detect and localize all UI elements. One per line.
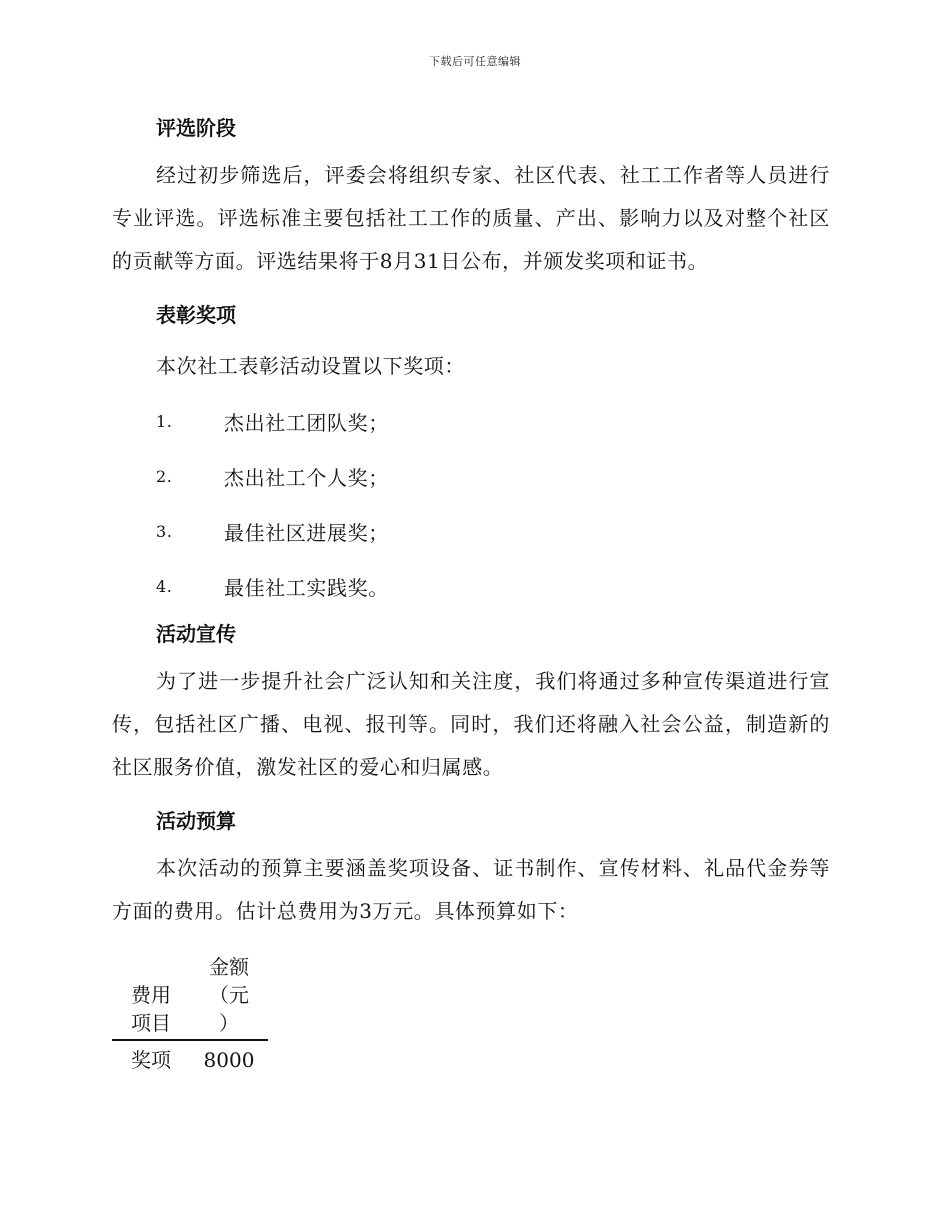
budget-paragraph: 本次活动的预算主要涵盖奖项设备、证书制作、宣传材料、礼品代金券等方面的费用。估计总费用为3万元。具体预算如下： (112, 856, 830, 923)
publicity-paragraph: 为了进一步提升社会广泛认知和关注度，我们将通过多种宣传渠道进行宣传，包括社区广播、电视、报刊等。同时，我们还将融入社会公益，制造新的社区服务价值，激发社区的爱心和归属感。 (112, 669, 830, 779)
list-item (112, 449, 830, 504)
header-line: （元 (209, 983, 249, 1007)
awards-intro: 本次社工表彰活动设置以下奖项： (156, 354, 465, 378)
cell-item: 奖项 (131, 1048, 171, 1072)
budget-table-container (112, 953, 830, 1076)
table-row (112, 1040, 268, 1076)
list-item (112, 559, 830, 614)
section-heading-publicity: 活动宣传 (156, 622, 236, 646)
page-header: 下载后可任意编辑 (429, 55, 521, 68)
header-line: ） (219, 1011, 239, 1035)
column-header-amount (190, 953, 268, 1040)
section-heading-selection: 评选阶段 (156, 116, 236, 140)
column-header-item (112, 953, 190, 1040)
header-line: 金额 (209, 955, 249, 979)
list-label: 最佳社区进展奖； (224, 521, 389, 545)
table-header-row (112, 953, 268, 1040)
budget-table (112, 953, 268, 1076)
header-line: 项目 (131, 1011, 171, 1035)
header-line: 费用 (131, 983, 171, 1007)
list-item (112, 394, 830, 449)
list-item (112, 504, 830, 559)
selection-paragraph: 经过初步筛选后，评委会将组织专家、社区代表、社工工作者等人员进行专业评选。评选标准主要包括社工工作的质量、产出、影响力以及对整个社区的贡献等方面。评选结果将于8月31日公布，并颁发奖项和证书。 (112, 163, 830, 273)
list-number: 3. (156, 522, 173, 541)
list-number: 2. (156, 467, 173, 486)
list-number: 1. (156, 412, 173, 431)
cell-amount: 8000 (203, 1048, 255, 1072)
list-number: 4. (156, 577, 173, 596)
list-label: 杰出社工个人奖； (224, 466, 389, 490)
section-heading-awards: 表彰奖项 (156, 303, 236, 327)
awards-list (112, 394, 830, 614)
list-label: 最佳社工实践奖。 (224, 576, 389, 600)
section-heading-budget: 活动预算 (156, 809, 236, 833)
list-label: 杰出社工团队奖； (224, 411, 389, 435)
document-body (112, 108, 830, 1076)
